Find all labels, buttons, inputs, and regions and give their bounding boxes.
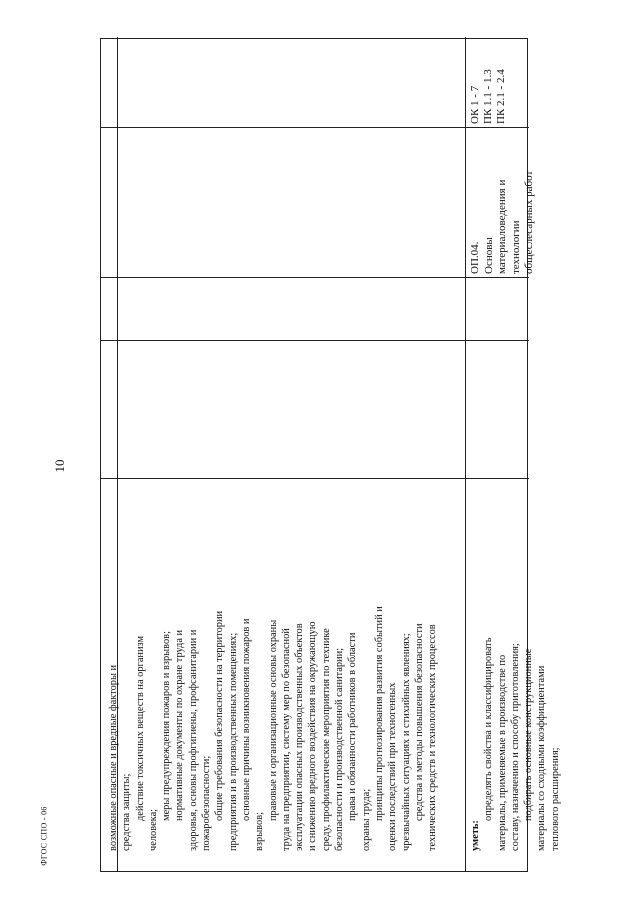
knowledge-line: технических средств и технологических процессов [427, 624, 439, 851]
competence-code: ПК 2.1 - 2.4 [495, 69, 507, 124]
knowledge-line: основные причины возникновения пожаров и [240, 618, 252, 821]
knowledge-line: меры предупреждения пожаров и взрывов; [161, 631, 173, 821]
knowledge-line: нормативные документы по охране труда и [174, 629, 186, 821]
knowledge-line: человека; [147, 808, 159, 851]
discipline-title-line: технологии [509, 220, 522, 274]
knowledge-line: правовые и организационные основы охраны [267, 619, 279, 821]
knowledge-line: здоровья, основы профгигиены, профсанитарии и [187, 629, 199, 851]
knowledge-line: пожаробезопасности; [201, 755, 213, 851]
knowledge-line: безопасности и производственной санитарии; [334, 647, 346, 851]
competences-cell [467, 37, 529, 128]
discipline-title-line: Основы [482, 237, 495, 274]
knowledge-line: общие требования безопасности на территории [214, 610, 226, 821]
knowledge-line: среду, профилактические мероприятия по технике [320, 628, 332, 851]
knowledge-line: предприятия и в производственных помещениях; [227, 632, 239, 851]
row-divider [465, 37, 466, 871]
skills-heading: уметь: [470, 820, 481, 851]
knowledge-line: возможные опасные и вредные факторы и [108, 664, 119, 851]
skills-line: определять свойства и классифицировать [483, 637, 495, 821]
curriculum-table [100, 38, 561, 872]
knowledge-line: охраны труда; [360, 788, 372, 851]
skills-line: подбирать основные конструкционные [523, 648, 535, 821]
discipline-title-line: общеслесарных работ [523, 170, 535, 274]
knowledge-line: взрывов; [254, 811, 266, 851]
footer-document-code: ФГОС СПО - 06 [39, 806, 49, 866]
knowledge-line: эксплуатации опасных производственных объектов [294, 623, 306, 851]
skills-line: составу, назначению и способу приготовления; [509, 643, 521, 851]
page-number: 10 [52, 459, 67, 473]
knowledge-line: средства защиты; [121, 773, 133, 851]
skills-line: материалы, применяемые в производстве по [496, 654, 508, 851]
knowledge-line: средства и методы повышения безопасности [413, 623, 425, 821]
skills-line: теплового расширения; [549, 747, 561, 851]
knowledge-line: и снижению вредного воздействия на окружающую [307, 621, 319, 851]
knowledge-line: действие токсичных веществ на организм [134, 635, 146, 821]
competence-code: ПК 1.1 - 1.3 [482, 69, 494, 124]
skills-cell [467, 479, 561, 855]
knowledge-line: оценки последствий при техногенных [387, 682, 399, 851]
discipline-cell [467, 128, 535, 278]
skills-line: материалы со сходными коэффициентами [536, 665, 548, 851]
discipline-code: ОП.04. [469, 241, 481, 274]
discipline-title-line: материаловедения и [496, 179, 508, 274]
knowledge-line: права и обязанности работников в области [347, 632, 359, 821]
knowledge-line: чрезвычайных ситуациях и стихийных явлениях; [400, 633, 412, 851]
knowledge-line: труда на предприятии, систему мер по безопасной [280, 628, 292, 851]
knowledge-line: принципы прогнозирования развития событий и [373, 606, 385, 821]
knowledge-cell [105, 479, 463, 855]
competence-code: ОК 1 - 7 [469, 85, 481, 124]
